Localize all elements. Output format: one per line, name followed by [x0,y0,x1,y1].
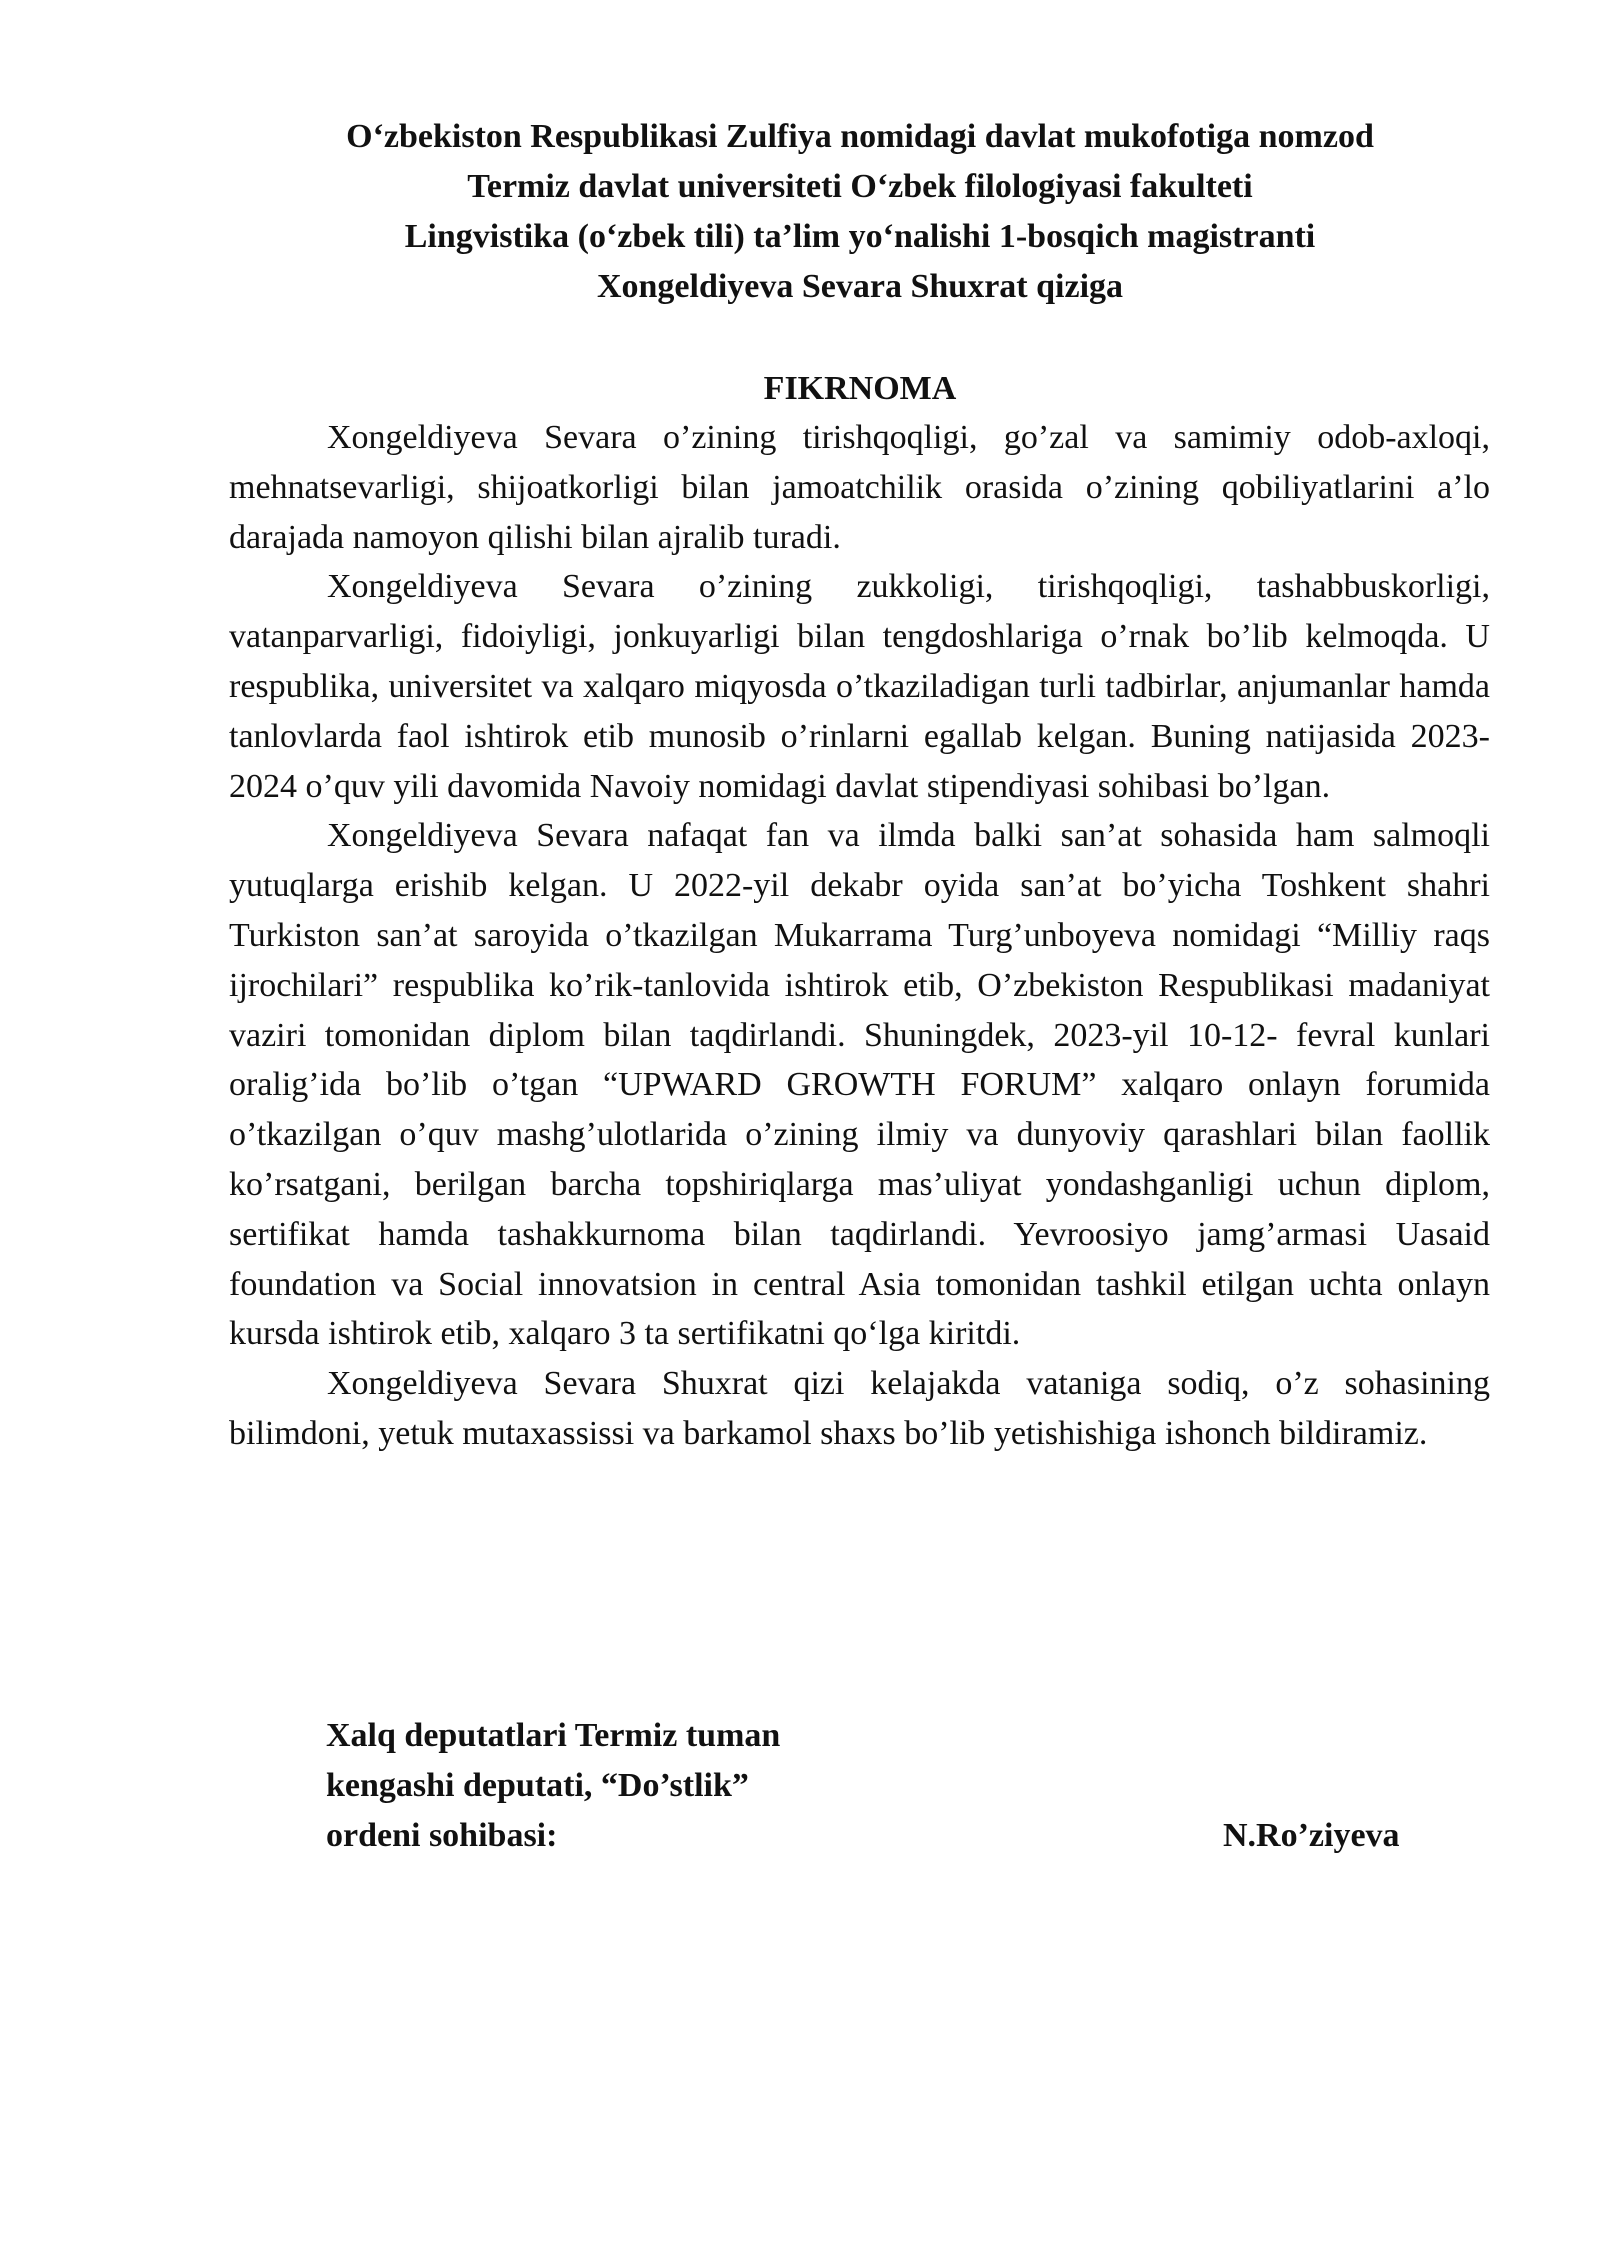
header-line-program: Lingvistika (o‘zbek tili) ta’lim yo‘nalishi 1-bosqich magistranti [404,218,1316,255]
header-line-recipient: Xongeldiyeva Sevara Shuxrat qiziga [596,268,1124,305]
body-paragraph-2: Xongeldiyeva Sevara o’zining zukkoligi, tirishqoqligi, tashabbuskorligi, vatanparvarligi, fidoiyligi, jonkuyarligi bilan tengdoshlariga o’rnak bo’lib kelmoqda. U respublika, universitet va xalqaro miqyosda o’tkaziladigan turli tadbirlar, anjumanlar hamda tanlovlarda faol ishtirok etib munosib o’rinlarni egallab kelgan. Buning natijasida 2023-2024 o’quv yili davomida Navoiy nomidagi davlat stipendiyasi sohibasi bo’lgan. [229,568,1490,805]
document-title: FIKRNOMA [763,370,957,407]
body-paragraph-3: Xongeldiyeva Sevara nafaqat fan va ilmda balki san’at sohasida ham salmoqli yutuqlarga erishib kelgan. U 2022-yil dekabr oyida san’at bo’yicha Toshkent shahri Turkiston san’at saroyida o’tkazilgan Mukarrama Turg’unboyeva nomidagi “Milliy raqs ijrochilari” respublika ko’rik-tanlovida ishtirok etib, O’zbekiston Respublikasi madaniyat vaziri tomonidan diplom bilan taqdirlandi. Shuningdek, 2023-yil 10-12- fevral kunlari oralig’ida bo’lib o’tgan “UPWARD GROWTH FORUM” xalqaro onlayn forumida o’tkazilgan o’quv mashg’ulotlarida o’zining ilmiy va dunyoviy qarashlari bilan faollik ko’rsatgani, berilgan barcha topshiriqlarga mas’uliyat yondashganligi uchun diplom, sertifikat hamda tashakkurnoma bilan taqdirlandi. Yevroosiyo jamg’armasi Uasaid foundation va Social innovatsion in central Asia tomonidan tashkil etilgan uchta onlayn kursda ishtirok etib, xalqaro 3 ta sertifikatni qo‘lga kiritdi. [229,817,1490,1353]
body-paragraph-1: Xongeldiyeva Sevara o’zining tirishqoqligi, go’zal va samimiy odob-axloqi, mehnatsevarligi, shijoatkorligi bilan jamoatchilik orasida o’zining qobiliyatlarini a’lo darajada namoyon qilishi bilan ajralib turadi. [229,419,1490,556]
document-header [200,112,1520,312]
signature-position-line-3: ordeni sohibasi: [326,1817,558,1854]
document-body [229,413,1490,1459]
body-paragraph-4: Xongeldiyeva Sevara Shuxrat qizi kelajakda vataniga sodiq, o’z sohasining bilimdoni, yetuk mutaxassissi va barkamol shaxs bo’lib yetishishiga ishonch bildiramiz. [229,1365,1490,1452]
header-line-nomination: O‘zbekiston Respublikasi Zulfiya nomidagi davlat mukofotiga nomzod [346,118,1374,155]
signature-position-line-1: Xalq deputatlari Termiz tuman [326,1717,781,1754]
header-line-university: Termiz davlat universiteti O‘zbek filologiyasi fakulteti [467,168,1253,205]
signature-position-line-2: kengashi deputati, “Do’stlik” [326,1767,749,1804]
signatory-name: N.Ro’ziyeva [1223,1817,1400,1854]
